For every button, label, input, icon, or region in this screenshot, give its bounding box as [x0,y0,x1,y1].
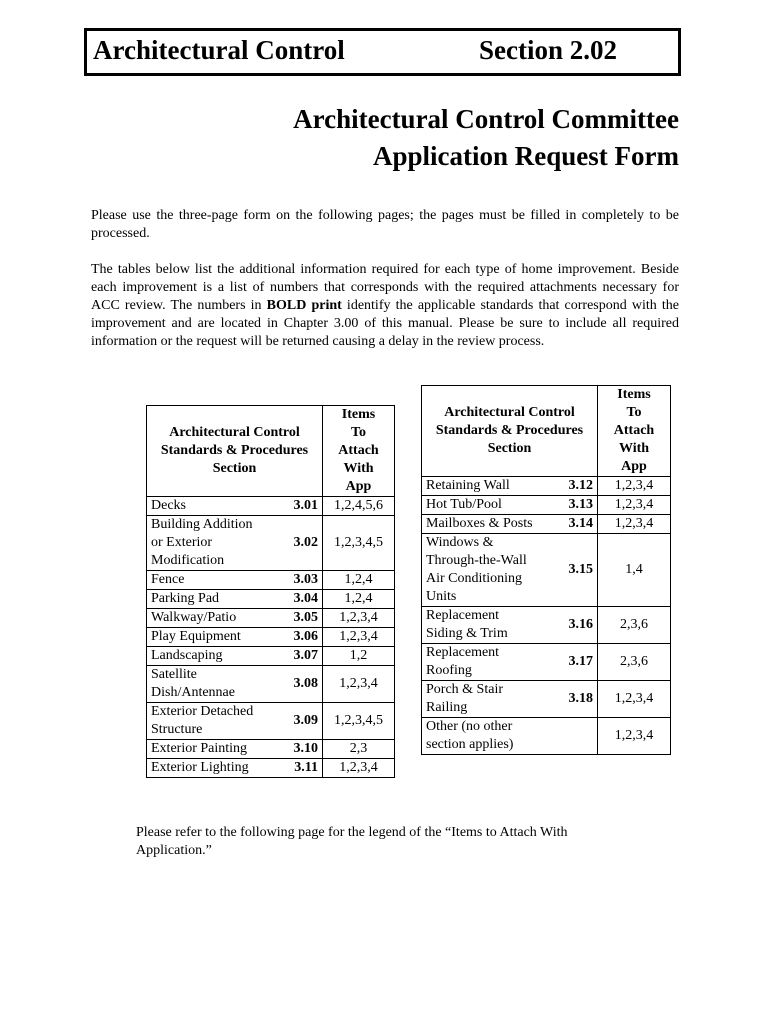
items-column-header: Items To Attach With App [323,406,395,497]
improvement-name: Other (no other section applies) [422,718,559,755]
section-number: 3.06 [282,628,322,647]
items-to-attach: 1,2,3,4 [598,477,671,496]
items-to-attach: 1,2,4 [323,571,395,590]
items-to-attach: 2,3 [323,740,395,759]
table-row [422,477,671,496]
items-to-attach: 1,2,3,4,5 [323,516,395,571]
items-to-attach: 1,2,3,4 [598,496,671,515]
table-row [147,497,395,516]
section-number: 3.15 [558,534,597,607]
items-to-attach: 1,2,3,4 [598,681,671,718]
improvement-name: Fence [147,571,283,590]
items-to-attach: 1,2,3,4 [598,515,671,534]
section-number: 3.17 [558,644,597,681]
items-to-attach: 2,3,6 [598,644,671,681]
standards-table-right [421,385,671,755]
improvement-name: Replacement Siding & Trim [422,607,559,644]
table-body [147,497,395,778]
table-row [147,571,395,590]
items-to-attach: 1,2,3,4 [323,666,395,703]
improvement-name: Windows & Through-the-Wall Air Conditioning Units [422,534,559,607]
header-section-number: Section 2.02 [479,35,617,65]
improvement-name: Exterior Detached Structure [147,703,283,740]
improvement-name: Exterior Lighting [147,759,283,778]
items-to-attach: 1,2,3,4 [323,609,395,628]
section-number: 3.09 [282,703,322,740]
section-number: 3.05 [282,609,322,628]
items-to-attach: 1,2,4 [323,590,395,609]
items-to-attach: 2,3,6 [598,607,671,644]
section-number: 3.01 [282,497,322,516]
section-number: 3.18 [558,681,597,718]
header-title: Architectural Control [93,35,345,65]
improvement-name: Exterior Painting [147,740,283,759]
section-number: 3.12 [558,477,597,496]
items-to-attach: 1,2,3,4 [598,718,671,755]
table-row [422,681,671,718]
intro-text-a: The tables below list the additional information required for each type of home improvement. Beside each improvement is a list of numbers that corresponds with the required attachments necessary for ACC review. The numbers in [91,262,679,313]
improvement-name: Mailboxes & Posts [422,515,559,534]
table-row [422,607,671,644]
section-number: 3.13 [558,496,597,515]
standards-table-left [146,405,395,778]
improvement-name: Retaining Wall [422,477,559,496]
improvement-name: Walkway/Patio [147,609,283,628]
section-number [558,718,597,755]
page-title [293,101,679,175]
improvement-name: Play Equipment [147,628,283,647]
table-row [147,666,395,703]
table-row [147,628,395,647]
items-to-attach: 1,2,4,5,6 [323,497,395,516]
improvement-name: Hot Tub/Pool [422,496,559,515]
section-number: 3.10 [282,740,322,759]
improvement-name: Replacement Roofing [422,644,559,681]
items-to-attach: 1,2,3,4,5 [323,703,395,740]
legend-note: Please refer to the following page for the legend of the “Items to Attach With Application.” [136,825,568,858]
section-number: 3.04 [282,590,322,609]
table-row [147,740,395,759]
section-number: 3.08 [282,666,322,703]
table-row [147,703,395,740]
table-row [422,644,671,681]
title-line-2: Application Request Form [373,141,679,171]
intro-text-b: identify the applicable standards that correspond with the improvement and are located in Chapter 3.00 of this manual. Please be sure to include all required information or the request will be returned causing a delay in the review process. [91,298,679,349]
section-number: 3.03 [282,571,322,590]
items-column-header: Items To Attach With App [598,386,671,477]
improvement-name: Porch & Stair Railing [422,681,559,718]
section-column-header: Architectural Control Standards & Procedures Section [422,386,598,477]
section-number: 3.07 [282,647,322,666]
intro-bold-text: BOLD print [266,298,342,313]
items-to-attach: 1,4 [598,534,671,607]
table-row [147,590,395,609]
section-number: 3.16 [558,607,597,644]
section-number: 3.14 [558,515,597,534]
section-header [84,28,681,76]
table-row [422,718,671,755]
title-line-1: Architectural Control Committee [293,104,679,134]
table-body [422,477,671,755]
section-number: 3.11 [282,759,322,778]
table-row [147,609,395,628]
section-column-header: Architectural Control Standards & Procedures Section [147,406,323,497]
table-row [147,516,395,571]
intro-paragraph-2 [91,261,679,351]
table-row [422,534,671,607]
table-row [422,496,671,515]
table-row [147,759,395,778]
intro-paragraph-1: Please use the three-page form on the following pages; the pages must be filled in completely to be processed. [91,208,679,241]
section-number: 3.02 [282,516,322,571]
improvement-name: Building Addition or Exterior Modification [147,516,283,571]
improvement-name: Decks [147,497,283,516]
improvement-name: Landscaping [147,647,283,666]
items-to-attach: 1,2,3,4 [323,759,395,778]
improvement-name: Parking Pad [147,590,283,609]
improvement-name: Satellite Dish/Antennae [147,666,283,703]
items-to-attach: 1,2,3,4 [323,628,395,647]
items-to-attach: 1,2 [323,647,395,666]
table-row [147,647,395,666]
table-row [422,515,671,534]
